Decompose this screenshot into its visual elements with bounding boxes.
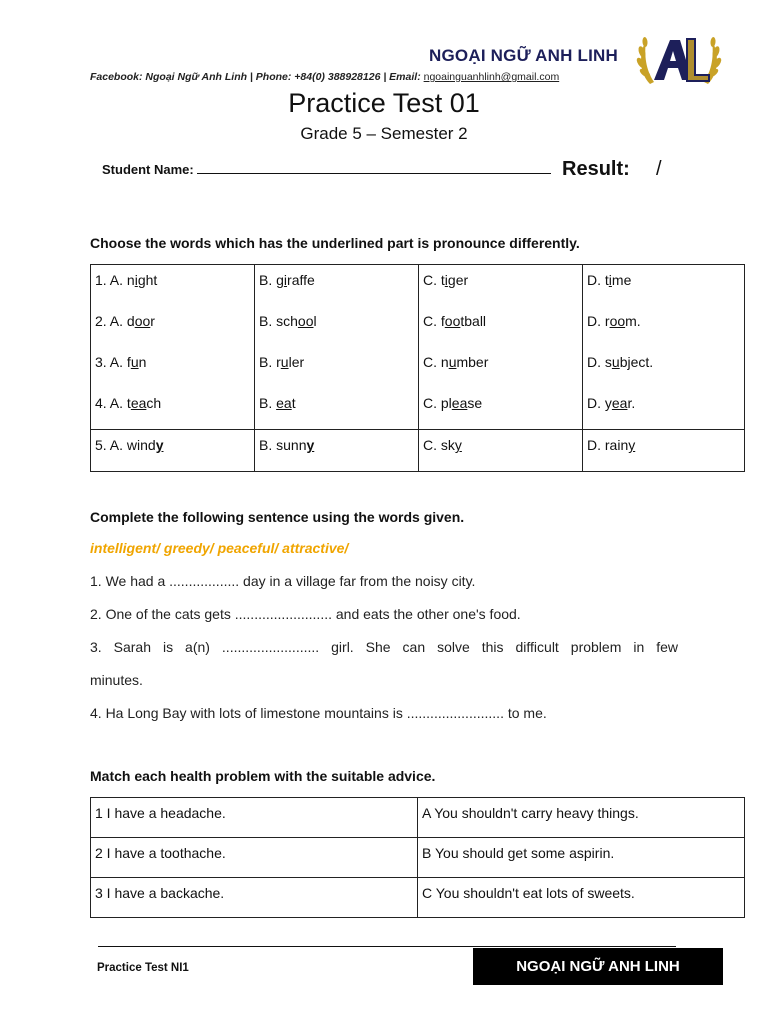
underlined-part: u (280, 354, 289, 370)
option-text: bject. (619, 354, 654, 370)
answer-option (423, 430, 578, 471)
option-text: se (467, 395, 483, 411)
underlined-part: oo (134, 313, 151, 329)
student-name-field[interactable] (102, 161, 551, 177)
underlined-part: y (155, 437, 164, 453)
underlined-part: y (454, 437, 462, 453)
option-text: me (611, 272, 632, 288)
underlined-part: u (611, 354, 620, 370)
table-row (91, 430, 745, 472)
footer-label: Practice Test NI1 (97, 962, 189, 974)
underlined-part: oo (444, 313, 461, 329)
advice-cell: C You shouldn't eat lots of sweets. (418, 878, 745, 918)
answer-option (587, 306, 740, 347)
underlined-part: y (628, 437, 636, 453)
student-name-label: Student Name: (102, 162, 194, 177)
underlined-part: ea (451, 395, 468, 411)
option-text: D. t (587, 272, 609, 288)
answer-option (587, 347, 740, 388)
underlined-part: i (444, 272, 448, 288)
result-label: Result: (562, 158, 630, 180)
option-text: D. r (587, 313, 610, 329)
answer-option (423, 388, 578, 429)
table-row (91, 878, 745, 918)
option-text: D. rain (587, 437, 629, 453)
option-text: tball (460, 313, 487, 329)
answer-option (587, 388, 740, 429)
problem-cell: 2 I have a toothache. (91, 838, 418, 878)
option-text: 3. A. f (95, 354, 131, 370)
underlined-part: ea (611, 395, 628, 411)
sentence-2: 2. One of the cats gets ......................... and eats the other one's food. (90, 606, 521, 622)
problem-cell: 1 I have a headache. (91, 798, 418, 838)
underlined-part: y (306, 437, 315, 453)
option-text: C. f (423, 313, 445, 329)
option-text: B. g (259, 272, 284, 288)
table-row (91, 798, 745, 838)
option-text: raffe (287, 272, 315, 288)
option-text: B. sunn (259, 437, 307, 453)
underlined-part: oo (297, 313, 314, 329)
answer-option (95, 306, 250, 347)
sentence-1: 1. We had a .................. day in a village far from the noisy city. (90, 573, 476, 589)
option-text: B. r (259, 354, 281, 370)
option-text: mber (456, 354, 489, 370)
contact-info: Facebook: Ngoại Ngữ Anh Linh | Phone: +84(0) 388928126 | Email: (90, 71, 424, 83)
sentence-3: 3. Sarah is a(n) ......................... girl. She can solve this difficult problem in few (90, 639, 678, 655)
word-bank: intelligent/ greedy/ peaceful/ attractive/ (90, 540, 349, 556)
option-text: r. (627, 395, 636, 411)
option-text: 2. A. d (95, 313, 135, 329)
option-cell (91, 265, 255, 430)
option-text: 4. A. t (95, 395, 131, 411)
option-text: B. (259, 395, 277, 411)
answer-option (423, 347, 578, 388)
option-text: 1. A. n (95, 272, 135, 288)
answer-option (259, 388, 414, 429)
underlined-part: u (448, 354, 457, 370)
option-cell (583, 265, 745, 430)
underlined-part: i (283, 272, 288, 288)
student-name-blank[interactable] (197, 161, 551, 174)
advice-cell: A You shouldn't carry heavy things. (418, 798, 745, 838)
option-text: n (138, 354, 147, 370)
answer-option (259, 430, 414, 471)
underlined-part: u (130, 354, 139, 370)
option-text: D. s (587, 354, 612, 370)
option-text: C. n (423, 354, 449, 370)
answer-option (95, 430, 250, 471)
option-text: D. y (587, 395, 612, 411)
brand-logo (636, 30, 722, 92)
advice-cell: B You should get some aspirin. (418, 838, 745, 878)
answer-option (259, 306, 414, 347)
option-text: ger (447, 272, 469, 288)
table-row (91, 838, 745, 878)
matching-table (90, 797, 745, 918)
underlined-part: oo (609, 313, 626, 329)
page-title: Practice Test 01 (288, 88, 480, 118)
sentence-4: 4. Ha Long Bay with lots of limestone mountains is ......................... to me. (90, 705, 547, 721)
option-cell (419, 265, 583, 430)
footer-brand-box: NGOẠI NGỮ ANH LINH (473, 948, 723, 985)
email-link[interactable]: ngoainguanhlinh@gmail.com (423, 71, 560, 83)
option-cell (419, 430, 583, 472)
option-cell (91, 430, 255, 472)
answer-option (587, 265, 740, 306)
answer-option (95, 388, 250, 429)
underlined-part: ea (130, 395, 147, 411)
option-text: ch (146, 395, 162, 411)
answer-option (95, 347, 250, 388)
page-subtitle: Grade 5 – Semester 2 (300, 124, 468, 143)
answer-option (95, 265, 250, 306)
underlined-part: ea (276, 395, 292, 411)
answer-option (259, 265, 414, 306)
answer-option (423, 306, 578, 347)
table-row (91, 265, 745, 430)
option-text: ler (288, 354, 305, 370)
answer-option (423, 265, 578, 306)
option-text: B. sch (259, 313, 298, 329)
section2-heading: Complete the following sentence using the words given. (90, 509, 465, 525)
underlined-part: i (134, 272, 138, 288)
section1-heading: Choose the words which has the underlined part is pronounce differently. (90, 235, 580, 251)
option-text: C. t (423, 272, 445, 288)
answer-option (259, 347, 414, 388)
option-text: C. sk (423, 437, 455, 453)
result-slash: / (656, 158, 662, 180)
sentence-3-continued: minutes. (90, 672, 143, 688)
footer-divider (98, 946, 676, 947)
option-text: 5. A. wind (95, 437, 156, 453)
option-text: m. (625, 313, 641, 329)
option-text: r (150, 313, 155, 329)
option-cell (255, 265, 419, 430)
answer-option (587, 430, 740, 471)
pronunciation-table (90, 264, 745, 472)
option-text: C. pl (423, 395, 452, 411)
option-cell (583, 430, 745, 472)
contact-line (90, 71, 559, 83)
underlined-part: i (608, 272, 612, 288)
brand-name: NGOẠI NGỮ ANH LINH (429, 46, 618, 65)
section3-heading: Match each health problem with the suitable advice. (90, 768, 436, 784)
option-text: l (313, 313, 317, 329)
option-cell (255, 430, 419, 472)
option-text: ght (137, 272, 158, 288)
problem-cell: 3 I have a backache. (91, 878, 418, 918)
option-text: t (291, 395, 296, 411)
